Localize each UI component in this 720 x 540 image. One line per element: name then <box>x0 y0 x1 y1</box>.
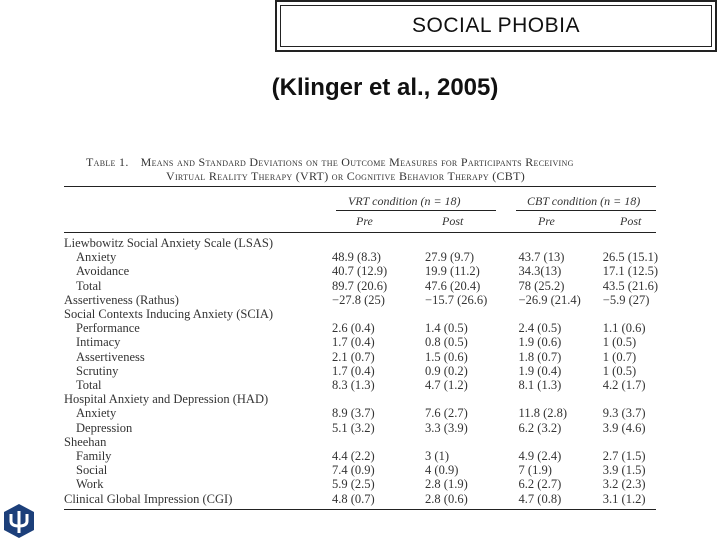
table-row <box>64 236 658 250</box>
table-cell: 40.7 (12.9) <box>332 264 388 279</box>
col-header-cbt-pre: Pre <box>538 214 555 228</box>
table-cell: 2.6 (0.4) <box>332 321 375 336</box>
table-cell: 4 (0.9) <box>425 463 459 478</box>
table-row <box>64 378 658 392</box>
row-label: Assertiveness <box>76 349 145 364</box>
table-cell <box>591 392 658 406</box>
table-cell: −27.8 (25) <box>332 292 385 307</box>
table-cell <box>591 307 658 321</box>
table-cell: 4.7 (1.2) <box>425 378 468 393</box>
table-cell: 1.9 (0.4) <box>518 363 562 378</box>
table-cell <box>505 236 591 250</box>
table-row <box>64 264 658 278</box>
table-cell: 2.1 (0.7) <box>332 349 375 364</box>
row-label: Scrutiny <box>76 363 119 378</box>
table-cell: 11.8 (2.8) <box>518 406 568 421</box>
table-cell: 3.3 (3.9) <box>425 420 468 435</box>
row-label: Anxiety <box>76 250 117 265</box>
table-row <box>64 392 658 406</box>
table-row <box>64 293 658 307</box>
outcome-table <box>64 236 658 506</box>
table-cell <box>326 392 411 406</box>
row-label: Total <box>76 278 102 293</box>
table-cell: 17.1 (12.5) <box>602 264 658 279</box>
row-label: Liewbowitz Social Anxiety Scale (LSAS) <box>64 236 273 250</box>
row-label: Assertiveness (Rathus) <box>64 292 179 307</box>
table-cell: 89.7 (20.6) <box>332 278 388 293</box>
table-row <box>64 364 658 378</box>
table-cell: 34.3(13) <box>518 264 562 279</box>
table-cell: 47.6 (20.4) <box>425 278 481 293</box>
table-cell: −26.9 (21.4) <box>518 292 581 307</box>
table-cell: 6.2 (3.2) <box>518 420 562 435</box>
table-cell: 2.7 (1.5) <box>602 449 646 464</box>
table-cell: 1 (0.7) <box>602 349 637 364</box>
row-label: Social <box>76 463 108 478</box>
table-cell: 1.4 (0.5) <box>425 321 468 336</box>
table-cell: 8.3 (1.3) <box>332 378 375 393</box>
table-cell <box>591 236 658 250</box>
caption-line-2: Virtual Reality Therapy (VRT) or Cognitive Behavior Therapy (CBT) <box>166 169 526 183</box>
row-label: Total <box>76 378 102 393</box>
col-header-vrt-post: Post <box>442 214 464 228</box>
table-cell: 78 (25.2) <box>518 278 565 293</box>
table-cell: 4.4 (2.2) <box>332 449 375 464</box>
caption-line-1: Means and Standard Deviations on the Outcome Measures for Participants Receiving <box>140 155 574 169</box>
table-cell: 19.9 (11.2) <box>425 264 480 279</box>
table-row <box>64 335 658 349</box>
vrt-condition-header: VRT condition (n = 18) <box>348 194 461 208</box>
table-cell <box>411 236 505 250</box>
header-bottom-rule <box>64 232 656 233</box>
table-cell: 1 (0.5) <box>602 363 637 378</box>
table-cell: 0.8 (0.5) <box>425 335 468 350</box>
table-cell <box>505 392 591 406</box>
col-header-vrt-pre: Pre <box>356 214 373 228</box>
table-cell: 4.2 (1.7) <box>602 378 646 393</box>
table-cell: 2.8 (1.9) <box>425 477 468 492</box>
row-label: Performance <box>76 321 140 336</box>
table-cell: 9.3 (3.7) <box>602 406 646 421</box>
table-cell: 5.9 (2.5) <box>332 477 375 492</box>
table-cell: 1.9 (0.6) <box>518 335 562 350</box>
table-cell: 6.2 (2.7) <box>518 477 562 492</box>
table-cell: 8.1 (1.3) <box>518 378 562 393</box>
table-cell: 3 (1) <box>425 449 449 464</box>
table-cell <box>411 307 505 321</box>
table-row <box>64 406 658 420</box>
table-cell: 3.9 (1.5) <box>602 463 646 478</box>
table-cell: 43.5 (21.6) <box>602 278 658 293</box>
table-cell: 1.5 (0.6) <box>425 349 468 364</box>
cbt-condition-rule <box>516 210 656 211</box>
table-cell: 3.9 (4.6) <box>602 420 646 435</box>
table-cell <box>591 435 658 449</box>
table-cell: 5.1 (3.2) <box>332 420 375 435</box>
table-top-rule <box>64 186 656 187</box>
table-row <box>64 350 658 364</box>
slide-title: SOCIAL PHOBIA <box>280 5 712 47</box>
row-label: Anxiety <box>76 406 117 421</box>
table-cell: 0.9 (0.2) <box>425 363 468 378</box>
table-label: Table 1. <box>86 155 129 169</box>
table-cell <box>411 435 505 449</box>
table-caption <box>86 155 676 183</box>
table-cell: 48.9 (8.3) <box>332 250 381 265</box>
row-label: Clinical Global Impression (CGI) <box>64 491 233 506</box>
vrt-condition-rule <box>336 210 496 211</box>
table-cell: 1.7 (0.4) <box>332 335 375 350</box>
slide-title-box <box>275 0 717 52</box>
table-cell: 43.7 (13) <box>518 250 565 265</box>
psi-logo-icon <box>2 503 36 539</box>
table-cell: 2.8 (0.6) <box>425 491 468 506</box>
table-cell: −15.7 (26.6) <box>425 292 488 307</box>
table-row <box>64 321 658 335</box>
table-cell: 7 (1.9) <box>518 463 552 478</box>
table-cell <box>505 435 591 449</box>
row-label: Sheehan <box>64 434 107 449</box>
row-label: Family <box>76 449 112 464</box>
table-row <box>64 492 658 506</box>
table-cell <box>326 236 411 250</box>
table-cell <box>326 435 411 449</box>
col-header-cbt-post: Post <box>620 214 642 228</box>
table-cell: 7.4 (0.9) <box>332 463 375 478</box>
row-label: Hospital Anxiety and Depression (HAD) <box>64 392 269 407</box>
table-cell: 4.9 (2.4) <box>518 449 562 464</box>
row-label: Work <box>76 477 104 492</box>
table-row <box>64 477 658 491</box>
table-cell: 4.8 (0.7) <box>332 491 375 506</box>
table-row <box>64 435 658 449</box>
citation: (Klinger et al., 2005) <box>271 74 499 101</box>
table-row <box>64 421 658 435</box>
cbt-condition-header: CBT condition (n = 18) <box>527 194 641 208</box>
table-row <box>64 250 658 264</box>
table-cell: 4.7 (0.8) <box>518 491 562 506</box>
table-cell: 1 (0.5) <box>602 335 637 350</box>
table-cell: 7.6 (2.7) <box>425 406 468 421</box>
table-row <box>64 279 658 293</box>
row-label: Depression <box>76 420 133 435</box>
table-cell <box>411 392 505 406</box>
table-cell: 26.5 (15.1) <box>602 250 658 265</box>
table-cell: 8.9 (3.7) <box>332 406 375 421</box>
table-cell <box>505 307 591 321</box>
table-cell <box>326 307 411 321</box>
table-cell: −5.9 (27) <box>602 292 650 307</box>
table-row <box>64 449 658 463</box>
table-cell: 1.8 (0.7) <box>518 349 562 364</box>
table-cell: 3.1 (1.2) <box>602 491 646 506</box>
row-label: Intimacy <box>76 335 121 350</box>
table-row <box>64 307 658 321</box>
table-cell: 2.4 (0.5) <box>518 321 562 336</box>
table-cell: 1.1 (0.6) <box>602 321 646 336</box>
table-row <box>64 463 658 477</box>
table-bottom-rule <box>64 509 656 510</box>
table-cell: 1.7 (0.4) <box>332 363 375 378</box>
table-cell: 3.2 (2.3) <box>602 477 646 492</box>
table-cell: 27.9 (9.7) <box>425 250 474 265</box>
row-label: Avoidance <box>76 264 130 279</box>
row-label: Social Contexts Inducing Anxiety (SCIA) <box>64 307 274 322</box>
